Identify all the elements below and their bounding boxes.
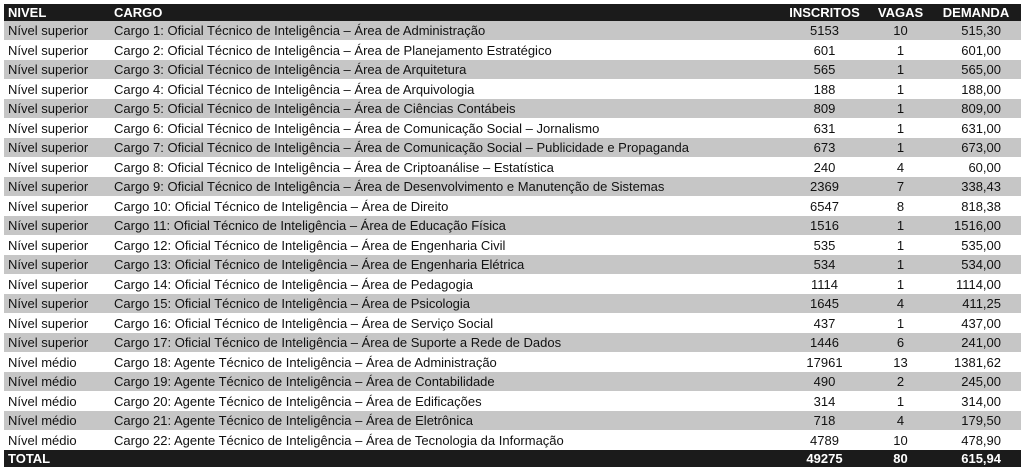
vagas-cell: 10 [870, 21, 931, 41]
demanda-cell: 515,30 [931, 21, 1021, 41]
demanda-cell: 411,25 [931, 294, 1021, 314]
cargo-cell: Cargo 14: Oficial Técnico de Inteligência – Área de Pedagogia [110, 275, 779, 294]
nivel-cell: Nível médio [4, 411, 110, 431]
nivel-cell: Nível superior [4, 41, 110, 60]
cargo-cell: Cargo 7: Oficial Técnico de Inteligência – Área de Comunicação Social – Publicidade e Propaganda [110, 138, 779, 158]
nivel-cell: Nível superior [4, 60, 110, 80]
inscritos-cell: 1446 [779, 333, 870, 353]
header-row [4, 4, 1021, 21]
cargo-cell: Cargo 12: Oficial Técnico de Inteligência – Área de Engenharia Civil [110, 236, 779, 255]
table-row [4, 333, 1021, 353]
header-demanda: DEMANDA [931, 4, 1021, 21]
demanda-cell: 818,38 [931, 197, 1021, 216]
cargo-cell: Cargo 13: Oficial Técnico de Inteligência – Área de Engenharia Elétrica [110, 255, 779, 275]
total-cargo-empty [110, 450, 779, 467]
table-row [4, 41, 1021, 60]
table-row [4, 353, 1021, 372]
total-label: TOTAL [4, 450, 110, 467]
table-row [4, 314, 1021, 333]
vagas-cell: 1 [870, 41, 931, 60]
vagas-cell: 1 [870, 138, 931, 158]
vagas-cell: 6 [870, 333, 931, 353]
inscritos-cell: 17961 [779, 353, 870, 372]
vagas-cell: 10 [870, 431, 931, 450]
cargo-cell: Cargo 15: Oficial Técnico de Inteligência – Área de Psicologia [110, 294, 779, 314]
demanda-cell: 535,00 [931, 236, 1021, 255]
demand-table-container [4, 4, 1021, 467]
vagas-cell: 1 [870, 314, 931, 333]
cargo-cell: Cargo 3: Oficial Técnico de Inteligência – Área de Arquitetura [110, 60, 779, 80]
vagas-cell: 2 [870, 372, 931, 392]
inscritos-cell: 1516 [779, 216, 870, 236]
table-row [4, 372, 1021, 392]
cargo-cell: Cargo 10: Oficial Técnico de Inteligência – Área de Direito [110, 197, 779, 216]
demanda-cell: 1516,00 [931, 216, 1021, 236]
cargo-cell: Cargo 16: Oficial Técnico de Inteligência – Área de Serviço Social [110, 314, 779, 333]
demanda-cell: 60,00 [931, 158, 1021, 177]
total-row [4, 450, 1021, 467]
inscritos-cell: 809 [779, 99, 870, 119]
nivel-cell: Nível superior [4, 275, 110, 294]
demand-table [4, 4, 1021, 467]
nivel-cell: Nível médio [4, 392, 110, 411]
inscritos-cell: 718 [779, 411, 870, 431]
nivel-cell: Nível superior [4, 197, 110, 216]
demanda-cell: 565,00 [931, 60, 1021, 80]
vagas-cell: 1 [870, 275, 931, 294]
vagas-cell: 1 [870, 80, 931, 99]
demanda-cell: 809,00 [931, 99, 1021, 119]
cargo-cell: Cargo 8: Oficial Técnico de Inteligência – Área de Criptoanálise – Estatística [110, 158, 779, 177]
table-row [4, 236, 1021, 255]
vagas-cell: 1 [870, 99, 931, 119]
table-row [4, 158, 1021, 177]
vagas-cell: 4 [870, 294, 931, 314]
inscritos-cell: 490 [779, 372, 870, 392]
table-body [4, 21, 1021, 450]
inscritos-cell: 314 [779, 392, 870, 411]
vagas-cell: 1 [870, 255, 931, 275]
demanda-cell: 478,90 [931, 431, 1021, 450]
nivel-cell: Nível superior [4, 314, 110, 333]
demanda-cell: 245,00 [931, 372, 1021, 392]
demanda-cell: 534,00 [931, 255, 1021, 275]
inscritos-cell: 565 [779, 60, 870, 80]
cargo-cell: Cargo 6: Oficial Técnico de Inteligência – Área de Comunicação Social – Jornalismo [110, 119, 779, 138]
nivel-cell: Nível médio [4, 431, 110, 450]
cargo-cell: Cargo 11: Oficial Técnico de Inteligência – Área de Educação Física [110, 216, 779, 236]
cargo-cell: Cargo 19: Agente Técnico de Inteligência – Área de Contabilidade [110, 372, 779, 392]
table-row [4, 294, 1021, 314]
demanda-cell: 1381,62 [931, 353, 1021, 372]
nivel-cell: Nível superior [4, 255, 110, 275]
nivel-cell: Nível superior [4, 294, 110, 314]
cargo-cell: Cargo 4: Oficial Técnico de Inteligência – Área de Arquivologia [110, 80, 779, 99]
inscritos-cell: 240 [779, 158, 870, 177]
table-row [4, 431, 1021, 450]
nivel-cell: Nível superior [4, 177, 110, 197]
demanda-cell: 673,00 [931, 138, 1021, 158]
demanda-cell: 631,00 [931, 119, 1021, 138]
cargo-cell: Cargo 9: Oficial Técnico de Inteligência – Área de Desenvolvimento e Manutenção de Sistemas [110, 177, 779, 197]
vagas-cell: 13 [870, 353, 931, 372]
vagas-cell: 1 [870, 119, 931, 138]
table-footer [4, 450, 1021, 467]
inscritos-cell: 6547 [779, 197, 870, 216]
inscritos-cell: 4789 [779, 431, 870, 450]
table-row [4, 392, 1021, 411]
table-header [4, 4, 1021, 21]
inscritos-cell: 673 [779, 138, 870, 158]
cargo-cell: Cargo 22: Agente Técnico de Inteligência – Área de Tecnologia da Informação [110, 431, 779, 450]
nivel-cell: Nível médio [4, 353, 110, 372]
cargo-cell: Cargo 1: Oficial Técnico de Inteligência – Área de Administração [110, 21, 779, 41]
demanda-cell: 179,50 [931, 411, 1021, 431]
demanda-cell: 601,00 [931, 41, 1021, 60]
table-row [4, 411, 1021, 431]
header-cargo: CARGO [110, 4, 779, 21]
nivel-cell: Nível superior [4, 119, 110, 138]
table-row [4, 275, 1021, 294]
header-inscritos: INSCRITOS [779, 4, 870, 21]
inscritos-cell: 1114 [779, 275, 870, 294]
nivel-cell: Nível superior [4, 216, 110, 236]
table-row [4, 255, 1021, 275]
nivel-cell: Nível superior [4, 158, 110, 177]
cargo-cell: Cargo 17: Oficial Técnico de Inteligência – Área de Suporte a Rede de Dados [110, 333, 779, 353]
table-row [4, 119, 1021, 138]
cargo-cell: Cargo 5: Oficial Técnico de Inteligência – Área de Ciências Contábeis [110, 99, 779, 119]
vagas-cell: 1 [870, 392, 931, 411]
table-row [4, 60, 1021, 80]
vagas-cell: 7 [870, 177, 931, 197]
inscritos-cell: 437 [779, 314, 870, 333]
demanda-cell: 1114,00 [931, 275, 1021, 294]
nivel-cell: Nível médio [4, 372, 110, 392]
demanda-cell: 188,00 [931, 80, 1021, 99]
nivel-cell: Nível superior [4, 236, 110, 255]
header-nivel: NIVEL [4, 4, 110, 21]
total-inscritos: 49275 [779, 450, 870, 467]
total-demanda: 615,94 [931, 450, 1021, 467]
vagas-cell: 1 [870, 60, 931, 80]
nivel-cell: Nível superior [4, 99, 110, 119]
inscritos-cell: 534 [779, 255, 870, 275]
cargo-cell: Cargo 2: Oficial Técnico de Inteligência – Área de Planejamento Estratégico [110, 41, 779, 60]
demanda-cell: 241,00 [931, 333, 1021, 353]
nivel-cell: Nível superior [4, 138, 110, 158]
demanda-cell: 314,00 [931, 392, 1021, 411]
vagas-cell: 8 [870, 197, 931, 216]
inscritos-cell: 5153 [779, 21, 870, 41]
vagas-cell: 1 [870, 216, 931, 236]
table-row [4, 99, 1021, 119]
cargo-cell: Cargo 20: Agente Técnico de Inteligência – Área de Edificações [110, 392, 779, 411]
demanda-cell: 437,00 [931, 314, 1021, 333]
table-row [4, 177, 1021, 197]
nivel-cell: Nível superior [4, 80, 110, 99]
table-row [4, 80, 1021, 99]
inscritos-cell: 188 [779, 80, 870, 99]
cargo-cell: Cargo 21: Agente Técnico de Inteligência – Área de Eletrônica [110, 411, 779, 431]
inscritos-cell: 2369 [779, 177, 870, 197]
demanda-cell: 338,43 [931, 177, 1021, 197]
vagas-cell: 4 [870, 158, 931, 177]
inscritos-cell: 631 [779, 119, 870, 138]
inscritos-cell: 535 [779, 236, 870, 255]
total-vagas: 80 [870, 450, 931, 467]
table-row [4, 216, 1021, 236]
nivel-cell: Nível superior [4, 333, 110, 353]
nivel-cell: Nível superior [4, 21, 110, 41]
header-vagas: VAGAS [870, 4, 931, 21]
table-row [4, 138, 1021, 158]
cargo-cell: Cargo 18: Agente Técnico de Inteligência – Área de Administração [110, 353, 779, 372]
inscritos-cell: 601 [779, 41, 870, 60]
table-row [4, 21, 1021, 41]
table-row [4, 197, 1021, 216]
inscritos-cell: 1645 [779, 294, 870, 314]
vagas-cell: 1 [870, 236, 931, 255]
vagas-cell: 4 [870, 411, 931, 431]
